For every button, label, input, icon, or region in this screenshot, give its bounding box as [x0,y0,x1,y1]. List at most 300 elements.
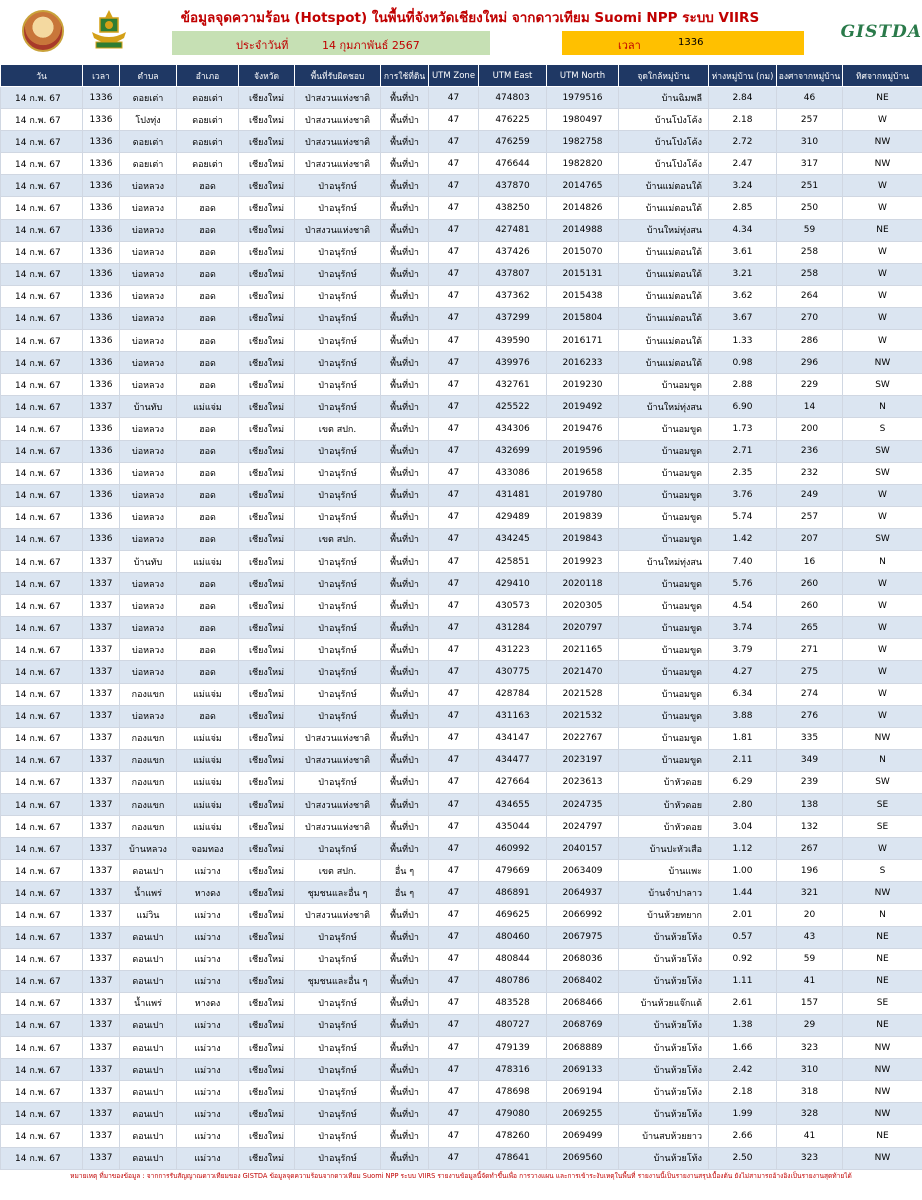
col-utm-east-cell: 434245 [479,528,547,550]
col-direction-cell: NW [843,1103,922,1125]
col-date-cell: 14 ก.พ. 67 [1,926,83,948]
col-time-cell: 1337 [83,617,120,639]
col-province-cell: เชียงใหม่ [239,926,295,948]
table-row [1,749,922,771]
table-row [1,1081,922,1103]
col-bearing-cell: 29 [777,1014,843,1036]
col-utm-east-cell: 479139 [479,1037,547,1059]
col-nearest-village-cell: บ้านแม่ตอนใต้ [619,241,709,263]
col-land-use-cell: พื้นที่ป่า [381,1081,429,1103]
col-subdistrict-cell: บ่อหลวง [120,595,177,617]
col-date-cell: 14 ก.พ. 67 [1,904,83,926]
col-utm-east-cell: 437299 [479,307,547,329]
col-distance-cell: 4.34 [709,219,777,241]
col-province-cell: เชียงใหม่ [239,1147,295,1169]
col-nearest-village-cell: บ้านใหม่ทุ่งสน [619,550,709,572]
col-distance-cell: 3.74 [709,617,777,639]
col-utm-north-cell: 2023613 [547,771,619,793]
col-time-cell: 1336 [83,197,120,219]
col-land-use-cell: พื้นที่ป่า [381,506,429,528]
table-row [1,87,922,109]
col-bearing-cell: 16 [777,550,843,572]
col-utm-north-cell: 2020305 [547,595,619,617]
col-distance-cell: 1.66 [709,1037,777,1059]
col-subdistrict-cell: ดอนเปา [120,926,177,948]
col-distance-cell: 7.40 [709,550,777,572]
table-row [1,506,922,528]
col-bearing-cell: 310 [777,1059,843,1081]
table-row [1,1147,922,1169]
col-province-cell: เชียงใหม่ [239,1037,295,1059]
col-land-use-cell: พื้นที่ป่า [381,1103,429,1125]
col-time-cell: 1336 [83,462,120,484]
col-province-cell: เชียงใหม่ [239,948,295,970]
col-province-cell: เชียงใหม่ [239,882,295,904]
col-subdistrict-cell: บ่อหลวง [120,175,177,197]
col-date-cell: 14 ก.พ. 67 [1,1125,83,1147]
col-date-cell: 14 ก.พ. 67 [1,352,83,374]
col-province-cell: เชียงใหม่ [239,794,295,816]
col-subdistrict-cell: ดอนเปา [120,1081,177,1103]
col-utm-north-cell: 2016171 [547,330,619,352]
col-bearing-cell: 270 [777,307,843,329]
col-utm-east-cell: 427481 [479,219,547,241]
col-province-cell: เชียงใหม่ [239,219,295,241]
col-time-cell: 1337 [83,948,120,970]
col-land-use-cell: พื้นที่ป่า [381,374,429,396]
col-distance-cell: 3.61 [709,241,777,263]
col-district-cell: ดอยเต่า [177,153,239,175]
col-utm-east-cell: 431163 [479,705,547,727]
col-utm-north-cell: 2019596 [547,440,619,462]
col-date-cell: 14 ก.พ. 67 [1,617,83,639]
col-district-cell: แม่วาง [177,1103,239,1125]
col-nearest-village-cell: บ้านอมขูด [619,484,709,506]
col-utm-east-cell: 437362 [479,285,547,307]
col-utm-east-cell: 460992 [479,838,547,860]
col-direction-cell: W [843,639,922,661]
col-responsible-area-cell: ป่าอนุรักษ์ [295,705,381,727]
col-utm-east-cell: 431481 [479,484,547,506]
col-responsible-area-cell: ป่าสงวนแห่งชาติ [295,816,381,838]
col-district-cell: ฮอด [177,219,239,241]
col-district-cell: แม่แจ่ม [177,771,239,793]
col-bearing-cell: 276 [777,705,843,727]
col-nearest-village-cell: บ้านใหม่ทุ่งสน [619,219,709,241]
col-bearing-cell: 251 [777,175,843,197]
col-subdistrict-cell: ดอนเปา [120,1147,177,1169]
col-utm-east-header: UTM East [479,65,547,87]
col-district-cell: ฮอด [177,573,239,595]
col-bearing-header: องศาจากหมู่บ้าน [777,65,843,87]
col-responsible-area-cell: ป่าอนุรักษ์ [295,330,381,352]
col-date-cell: 14 ก.พ. 67 [1,550,83,572]
col-bearing-cell: 249 [777,484,843,506]
col-time-cell: 1336 [83,506,120,528]
col-direction-cell: SE [843,816,922,838]
col-date-cell: 14 ก.พ. 67 [1,506,83,528]
col-utm-zone-cell: 47 [429,727,479,749]
col-bearing-cell: 335 [777,727,843,749]
col-utm-east-cell: 483528 [479,992,547,1014]
col-direction-cell: NE [843,87,922,109]
col-responsible-area-cell: ป่าอนุรักษ์ [295,1147,381,1169]
col-nearest-village-cell: บ้าหัวดอย [619,816,709,838]
col-utm-north-cell: 2068402 [547,970,619,992]
col-land-use-cell: อื่น ๆ [381,882,429,904]
col-date-cell: 14 ก.พ. 67 [1,175,83,197]
col-land-use-cell: พื้นที่ป่า [381,794,429,816]
col-province-cell: เชียงใหม่ [239,396,295,418]
col-utm-north-cell: 2014765 [547,175,619,197]
col-utm-east-cell: 476225 [479,109,547,131]
col-time-cell: 1337 [83,705,120,727]
col-subdistrict-cell: บ่อหลวง [120,352,177,374]
col-distance-cell: 2.66 [709,1125,777,1147]
col-province-cell: เชียงใหม่ [239,87,295,109]
col-district-cell: ฮอด [177,484,239,506]
col-bearing-cell: 274 [777,683,843,705]
col-distance-cell: 3.76 [709,484,777,506]
col-province-cell: เชียงใหม่ [239,109,295,131]
table-row [1,992,922,1014]
col-time-cell: 1337 [83,595,120,617]
col-direction-cell: W [843,285,922,307]
col-nearest-village-cell: บ้านห้วยโท้ง [619,1147,709,1169]
col-bearing-cell: 41 [777,1125,843,1147]
col-bearing-cell: 310 [777,131,843,153]
time-label: เวลา [618,39,641,52]
col-utm-zone-cell: 47 [429,992,479,1014]
col-direction-cell: NE [843,970,922,992]
col-province-cell: เชียงใหม่ [239,440,295,462]
col-distance-cell: 1.99 [709,1103,777,1125]
col-bearing-cell: 286 [777,330,843,352]
col-district-cell: ฮอด [177,241,239,263]
col-nearest-village-cell: บ้านจำปาลาว [619,882,709,904]
col-time-cell: 1336 [83,131,120,153]
col-time-cell: 1336 [83,307,120,329]
col-distance-cell: 2.61 [709,992,777,1014]
col-nearest-village-cell: บ้านแม่ตอนใต้ [619,197,709,219]
col-land-use-cell: พื้นที่ป่า [381,926,429,948]
col-land-use-cell: พื้นที่ป่า [381,595,429,617]
col-date-cell: 14 ก.พ. 67 [1,705,83,727]
col-direction-cell: SE [843,794,922,816]
col-distance-cell: 2.42 [709,1059,777,1081]
col-utm-north-cell: 2069255 [547,1103,619,1125]
col-utm-north-cell: 2019839 [547,506,619,528]
col-utm-north-cell: 2023197 [547,749,619,771]
col-land-use-cell: พื้นที่ป่า [381,970,429,992]
col-district-cell: ฮอด [177,705,239,727]
col-utm-zone-cell: 47 [429,396,479,418]
col-utm-east-cell: 439976 [479,352,547,374]
col-utm-east-cell: 479080 [479,1103,547,1125]
col-province-cell: เชียงใหม่ [239,816,295,838]
col-subdistrict-cell: บ่อหลวง [120,528,177,550]
col-subdistrict-cell: บ่อหลวง [120,462,177,484]
col-time-cell: 1337 [83,860,120,882]
col-responsible-area-cell: ป่าอนุรักษ์ [295,617,381,639]
col-nearest-village-cell: บ้านอมขูด [619,683,709,705]
col-subdistrict-cell: บ่อหลวง [120,330,177,352]
col-subdistrict-cell: ดอนเปา [120,1037,177,1059]
col-bearing-cell: 14 [777,396,843,418]
col-bearing-cell: 41 [777,970,843,992]
col-responsible-area-cell: ป่าอนุรักษ์ [295,595,381,617]
col-subdistrict-cell: บ่อหลวง [120,661,177,683]
col-nearest-village-cell: บ้านอมขูด [619,528,709,550]
col-province-cell: เชียงใหม่ [239,528,295,550]
col-utm-east-cell: 478698 [479,1081,547,1103]
table-row [1,484,922,506]
col-date-cell: 14 ก.พ. 67 [1,87,83,109]
col-utm-north-cell: 2021470 [547,661,619,683]
col-land-use-cell: พื้นที่ป่า [381,1014,429,1036]
col-utm-zone-cell: 47 [429,1014,479,1036]
col-date-cell: 14 ก.พ. 67 [1,816,83,838]
col-subdistrict-cell: ดอนเปา [120,948,177,970]
col-district-cell: หางดง [177,882,239,904]
col-time-cell: 1336 [83,219,120,241]
table-row [1,948,922,970]
col-distance-cell: 3.88 [709,705,777,727]
table-row [1,1014,922,1036]
col-land-use-cell: พื้นที่ป่า [381,816,429,838]
col-direction-cell: N [843,904,922,926]
col-nearest-village-cell: บ้านใหม่ทุ่งสน [619,396,709,418]
table-row [1,904,922,926]
col-nearest-village-cell: บ้านอมขูด [619,573,709,595]
col-district-cell: แม่วาง [177,860,239,882]
col-province-cell: เชียงใหม่ [239,661,295,683]
col-distance-cell: 5.74 [709,506,777,528]
col-utm-zone-cell: 47 [429,970,479,992]
col-province-cell: เชียงใหม่ [239,727,295,749]
col-utm-east-cell: 432699 [479,440,547,462]
col-utm-zone-cell: 47 [429,219,479,241]
table-row [1,175,922,197]
col-nearest-village-cell: บ้านแม่ตอนใต้ [619,307,709,329]
table-row [1,153,922,175]
col-time-cell: 1337 [83,639,120,661]
col-district-cell: ดอยเต่า [177,131,239,153]
col-date-cell: 14 ก.พ. 67 [1,109,83,131]
col-district-cell: ฮอด [177,462,239,484]
col-utm-north-cell: 2069133 [547,1059,619,1081]
col-district-cell: แม่วาง [177,904,239,926]
col-bearing-cell: 132 [777,816,843,838]
col-bearing-cell: 318 [777,1081,843,1103]
col-district-cell: ฮอด [177,285,239,307]
col-land-use-cell: พื้นที่ป่า [381,197,429,219]
table-row [1,241,922,263]
col-responsible-area-cell: ป่าสงวนแห่งชาติ [295,87,381,109]
col-direction-cell: W [843,197,922,219]
col-utm-zone-cell: 47 [429,904,479,926]
col-direction-cell: NW [843,1059,922,1081]
col-bearing-cell: 328 [777,1103,843,1125]
col-distance-cell: 2.01 [709,904,777,926]
col-utm-east-cell: 437870 [479,175,547,197]
table-row [1,617,922,639]
col-subdistrict-cell: กองแขก [120,794,177,816]
col-land-use-cell: พื้นที่ป่า [381,484,429,506]
col-subdistrict-cell: น้ำแพร่ [120,992,177,1014]
col-utm-zone-cell: 47 [429,794,479,816]
col-responsible-area-cell: ป่าอนุรักษ์ [295,1081,381,1103]
col-utm-zone-cell: 47 [429,1037,479,1059]
col-nearest-village-cell: บ้านห้วยโท้ง [619,926,709,948]
col-distance-cell: 3.04 [709,816,777,838]
col-utm-zone-cell: 47 [429,285,479,307]
col-nearest-village-cell: บ้านอมขูด [619,727,709,749]
col-utm-north-cell: 1982758 [547,131,619,153]
col-land-use-cell: พื้นที่ป่า [381,661,429,683]
col-date-cell: 14 ก.พ. 67 [1,860,83,882]
col-responsible-area-cell: ป่าอนุรักษ์ [295,926,381,948]
col-utm-east-cell: 432761 [479,374,547,396]
col-responsible-area-cell: ป่าอนุรักษ์ [295,1059,381,1081]
col-utm-zone-cell: 47 [429,1103,479,1125]
col-utm-north-cell: 2068466 [547,992,619,1014]
col-nearest-village-cell: บ้านห้วยแจ๊กแต้ [619,992,709,1014]
table-row [1,1037,922,1059]
col-utm-east-cell: 434147 [479,727,547,749]
col-distance-cell: 0.98 [709,352,777,374]
col-province-cell: เชียงใหม่ [239,749,295,771]
col-bearing-cell: 229 [777,374,843,396]
col-direction-cell: W [843,838,922,860]
col-date-cell: 14 ก.พ. 67 [1,661,83,683]
col-distance-cell: 0.92 [709,948,777,970]
table-row [1,727,922,749]
col-time-cell: 1336 [83,374,120,396]
col-responsible-area-cell: ป่าอนุรักษ์ [295,1103,381,1125]
col-land-use-cell: พื้นที่ป่า [381,352,429,374]
table-row [1,330,922,352]
col-utm-zone-cell: 47 [429,882,479,904]
col-utm-east-cell: 469625 [479,904,547,926]
col-distance-cell: 1.00 [709,860,777,882]
table-row [1,816,922,838]
date-box [172,31,490,55]
col-nearest-village-cell: บ้านอมขูด [619,506,709,528]
table-row [1,550,922,572]
col-province-cell: เชียงใหม่ [239,197,295,219]
table-row [1,1103,922,1125]
col-land-use-cell: พื้นที่ป่า [381,87,429,109]
col-direction-cell: SW [843,374,922,396]
col-utm-north-cell: 2014826 [547,197,619,219]
col-responsible-area-cell: ป่าอนุรักษ์ [295,661,381,683]
col-utm-north-cell: 2069499 [547,1125,619,1147]
col-province-cell: เชียงใหม่ [239,330,295,352]
table-row [1,462,922,484]
col-subdistrict-cell: กองแขก [120,683,177,705]
col-land-use-cell: พื้นที่ป่า [381,550,429,572]
col-subdistrict-cell: ดอนเปา [120,970,177,992]
col-date-cell: 14 ก.พ. 67 [1,131,83,153]
col-date-cell: 14 ก.พ. 67 [1,396,83,418]
col-subdistrict-cell: บ่อหลวง [120,285,177,307]
col-direction-cell: N [843,749,922,771]
col-utm-north-cell: 2015070 [547,241,619,263]
col-province-cell: เชียงใหม่ [239,241,295,263]
col-date-cell: 14 ก.พ. 67 [1,794,83,816]
col-nearest-village-cell: บ้านโป่งโค้ง [619,153,709,175]
col-nearest-village-cell: บ้านแม่ตอนใต้ [619,175,709,197]
col-distance-cell: 3.24 [709,175,777,197]
col-utm-zone-cell: 47 [429,330,479,352]
table-row [1,771,922,793]
col-bearing-cell: 260 [777,573,843,595]
col-province-cell: เชียงใหม่ [239,263,295,285]
col-date-cell: 14 ก.พ. 67 [1,573,83,595]
col-responsible-area-cell: เขต สปก. [295,860,381,882]
col-responsible-area-cell: ป่าสงวนแห่งชาติ [295,904,381,926]
col-utm-zone-cell: 47 [429,749,479,771]
col-subdistrict-cell: ดอนเปา [120,860,177,882]
col-responsible-area-cell: ป่าสงวนแห่งชาติ [295,109,381,131]
col-distance-cell: 2.84 [709,87,777,109]
col-nearest-village-cell: บ้านอมขูด [619,661,709,683]
col-bearing-cell: 321 [777,882,843,904]
col-land-use-cell: พื้นที่ป่า [381,175,429,197]
col-time-cell: 1337 [83,396,120,418]
col-subdistrict-cell: ดอนเปา [120,1103,177,1125]
col-nearest-village-cell: บ้านห้วยทยาก [619,904,709,926]
col-land-use-cell: พื้นที่ป่า [381,904,429,926]
col-utm-zone-cell: 47 [429,374,479,396]
gistda-logo: GISTDA [840,22,922,42]
col-utm-east-cell: 429410 [479,573,547,595]
col-direction-cell: W [843,595,922,617]
col-subdistrict-cell: กองแขก [120,771,177,793]
table-row [1,705,922,727]
col-distance-cell: 4.54 [709,595,777,617]
col-district-cell: ฮอด [177,374,239,396]
col-land-use-cell: พื้นที่ป่า [381,749,429,771]
col-distance-cell: 1.12 [709,838,777,860]
table-row [1,794,922,816]
col-utm-zone-cell: 47 [429,241,479,263]
col-distance-cell: 6.29 [709,771,777,793]
col-distance-cell: 1.73 [709,418,777,440]
col-date-cell: 14 ก.พ. 67 [1,219,83,241]
col-subdistrict-header: ตำบล [120,65,177,87]
col-distance-cell: 2.85 [709,197,777,219]
col-date-cell: 14 ก.พ. 67 [1,263,83,285]
col-responsible-area-cell: ป่าอนุรักษ์ [295,639,381,661]
col-nearest-village-cell: บ้านแม่ตอนใต้ [619,263,709,285]
col-bearing-cell: 257 [777,506,843,528]
col-nearest-village-cell: บ้านห้วยโท้ง [619,1014,709,1036]
col-utm-zone-cell: 47 [429,816,479,838]
col-responsible-area-cell: ป่าอนุรักษ์ [295,484,381,506]
col-district-cell: แม่วาง [177,926,239,948]
col-district-cell: แม่วาง [177,1125,239,1147]
col-nearest-village-cell: บ้านอมขูด [619,639,709,661]
col-direction-cell: NW [843,882,922,904]
col-distance-cell: 1.44 [709,882,777,904]
col-distance-cell: 6.90 [709,396,777,418]
table-row [1,374,922,396]
col-utm-north-cell: 2067975 [547,926,619,948]
col-utm-zone-cell: 47 [429,153,479,175]
hotspot-table-container [0,64,922,1170]
